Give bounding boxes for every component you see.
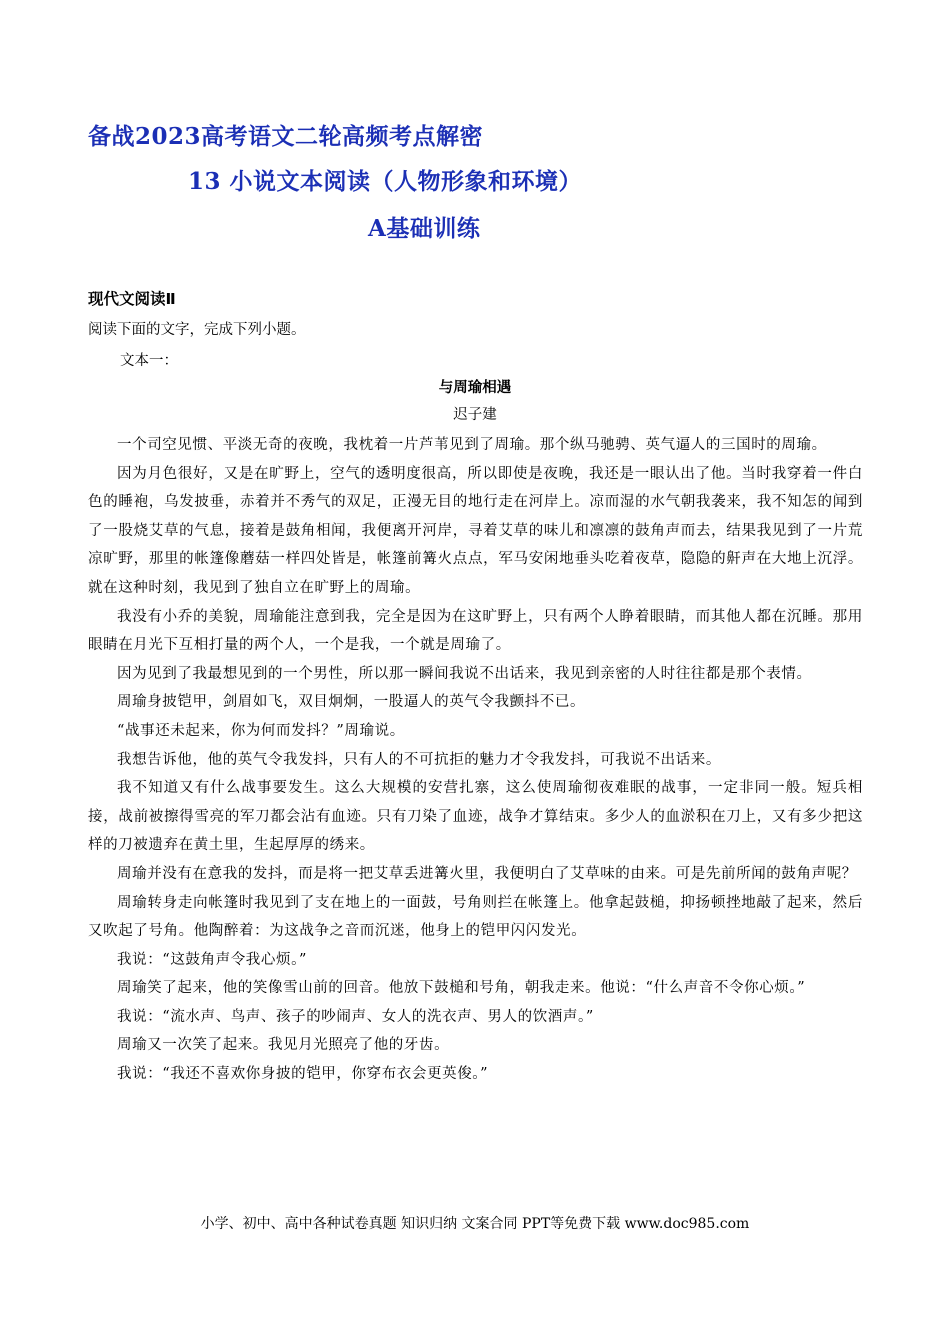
paragraph: 因为月色很好，又是在旷野上，空气的透明度很高，所以即使是夜晚，我还是一眼认出了他。当时我穿着一件白色的睡袍，乌发披垂，赤着并不秀气的双足，正漫无目的地行走在河岸上。凉而湿的水气朝我袭来，我不知怎的闻到了一股烧艾草的气息，接着是鼓角相闻，我便离开河岸，寻着艾草的味儿和凛凛的鼓角声而去，结果我见到了一片荒凉旷野，那里的帐篷像蘑菇一样四处皆是，帐篷前篝火点点，军马安闲地垂头吃着夜草，隐隐的鼾声在大地上沉浮。就在这种时刻，我见到了独自立在旷野上的周瑜。 [88, 465, 863, 596]
paragraph: 我不知道又有什么战事要发生。这么大规模的安营扎寨，这么使周瑜彻夜难眠的战事，一定非同一般。短兵相接，战前被擦得雪亮的军刀都会沾有血迹。只有刀染了血迹，战争才算结束。多少人的血淤积在刀上，又有多少把这样的刀被遗弃在黄土里，生起厚厚的绣来。 [88, 780, 863, 854]
section-heading: 现代文阅读Ⅱ [88, 290, 176, 308]
paragraph: 我说：“流水声、鸟声、孩子的吵闹声、女人的洗衣声、男人的饮酒声。” [117, 1008, 594, 1025]
training-level-title: A基础训练 [368, 215, 481, 242]
paragraph: 我说：“这鼓角声令我心烦。” [117, 951, 307, 968]
paragraph: 周瑜笑了起来，他的笑像雪山前的回音。他放下鼓槌和号角，朝我走来。他说：“什么声音不令你心烦。” [117, 980, 806, 997]
paragraph: 因为见到了我最想见到的一个男性，所以那一瞬间我说不出话来，我见到亲密的人时往往都是那个表情。 [117, 665, 812, 682]
instruction-text: 阅读下面的文字，完成下列小题。 [88, 322, 306, 338]
paragraph: 一个司空见惯、平淡无奇的夜晚，我枕着一片芦苇见到了周瑜。那个纵马驰骋、英气逼人的三国时的周瑜。 [117, 437, 827, 453]
essay-title: 与周瑜相遇 [438, 379, 512, 396]
paragraph: 我想告诉他，他的英气令我发抖，只有人的不可抗拒的魅力才令我发抖，可我说不出话来。 [117, 751, 721, 768]
paragraph: 周瑜并没有在意我的发抖，而是将一把艾草丢进篝火里，我便明白了艾草味的由来。可是先前所闻的鼓角声呢？ [117, 865, 857, 882]
paragraph: 周瑜转身走向帐篷时我见到了支在地上的一面鼓，号角则拦在帐篷上。他拿起鼓槌，抑扬顿挫地敲了起来，然后又吹起了号角。他陶醉着：为这战争之音而沉迷，他身上的铠甲闪闪发光。 [88, 894, 863, 940]
page-footer: 小学、初中、高中各种试卷真题 知识归纳 文案合同 PPT等免费下载 www.doc985.com [200, 1216, 750, 1232]
document-subtitle: 13 小说文本阅读（人物形象和环境） [188, 168, 583, 195]
essay-body [88, 431, 863, 1089]
paragraph: “战事还未起来，你为何而发抖？”周瑜说。 [117, 722, 405, 739]
paragraph: 我说：“我还不喜欢你身披的铠甲，你穿布衣会更英俊。” [117, 1066, 489, 1083]
document-title: 备战2023高考语文二轮高频考点解密 [88, 123, 484, 150]
text-label: 文本一： [120, 353, 178, 369]
paragraph: 我没有小乔的美貌，周瑜能注意到我，完全是因为在这旷野上，只有两个人睁着眼睛，而其他人都在沉睡。那用眼睛在月光下互相打量的两个人，一个是我，一个就是周瑜了。 [88, 608, 863, 654]
paragraph: 周瑜身披铠甲，剑眉如飞，双目炯炯，一股逼人的英气令我颤抖不已。 [117, 694, 586, 711]
paragraph: 周瑜又一次笑了起来。我见月光照亮了他的牙齿。 [117, 1037, 450, 1054]
essay-author: 迟子建 [453, 407, 497, 423]
